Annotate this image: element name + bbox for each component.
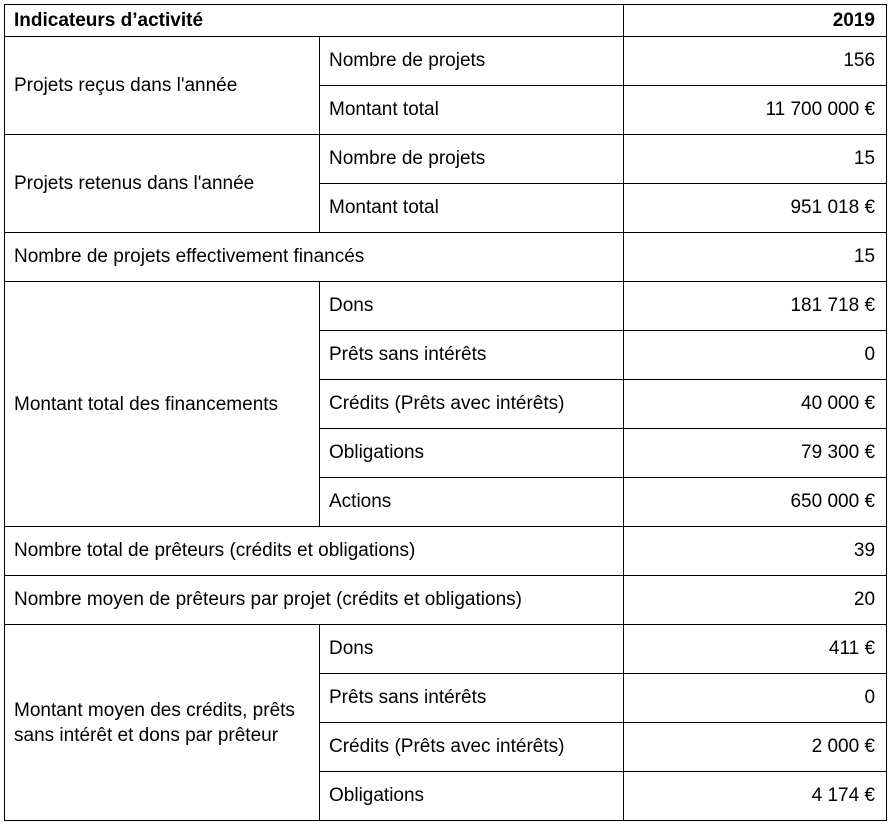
row-label-preteurs-moyen: Nombre moyen de prêteurs par projet (crédits et obligations)	[5, 576, 624, 625]
row-label: Nombre de projets	[320, 37, 624, 86]
row-value: 39	[624, 527, 887, 576]
row-label: Crédits (Prêts avec intérêts)	[320, 723, 624, 772]
row-label: Montant total	[320, 86, 624, 135]
header-year: 2019	[624, 5, 887, 37]
row-value: 15	[624, 135, 887, 184]
row-label: Montant total	[320, 184, 624, 233]
row-value: 156	[624, 37, 887, 86]
row-label: Nombre de projets	[320, 135, 624, 184]
row-value: 650 000 €	[624, 478, 887, 527]
row-value: 40 000 €	[624, 380, 887, 429]
group-label-projets-retenus: Projets retenus dans l'année	[5, 135, 320, 233]
table-row	[5, 527, 887, 576]
table-row	[5, 282, 887, 331]
table-row	[5, 576, 887, 625]
row-value: 411 €	[624, 625, 887, 674]
row-value: 79 300 €	[624, 429, 887, 478]
row-value: 4 174 €	[624, 772, 887, 821]
row-value: 15	[624, 233, 887, 282]
row-value: 951 018 €	[624, 184, 887, 233]
table-row	[5, 233, 887, 282]
row-value: 11 700 000 €	[624, 86, 887, 135]
row-label: Prêts sans intérêts	[320, 331, 624, 380]
row-value: 2 000 €	[624, 723, 887, 772]
header-title: Indicateurs d’activité	[5, 5, 624, 37]
row-label: Dons	[320, 625, 624, 674]
table-row	[5, 135, 887, 184]
table-row	[5, 625, 887, 674]
row-label: Obligations	[320, 772, 624, 821]
row-label: Crédits (Prêts avec intérêts)	[320, 380, 624, 429]
group-label-projets-recus: Projets reçus dans l'année	[5, 37, 320, 135]
table-row	[5, 37, 887, 86]
row-label: Obligations	[320, 429, 624, 478]
row-value: 0	[624, 674, 887, 723]
row-value: 0	[624, 331, 887, 380]
group-label-montant-financements: Montant total des financements	[5, 282, 320, 527]
header-row	[5, 5, 887, 37]
row-label-preteurs-total: Nombre total de prêteurs (crédits et obligations)	[5, 527, 624, 576]
row-value: 181 718 €	[624, 282, 887, 331]
row-label: Prêts sans intérêts	[320, 674, 624, 723]
row-label: Actions	[320, 478, 624, 527]
row-label: Dons	[320, 282, 624, 331]
row-label-projets-finances: Nombre de projets effectivement financés	[5, 233, 624, 282]
activity-indicators-table	[4, 4, 887, 821]
group-label-montant-moyen: Montant moyen des crédits, prêts sans intérêt et dons par prêteur	[5, 625, 320, 821]
row-value: 20	[624, 576, 887, 625]
